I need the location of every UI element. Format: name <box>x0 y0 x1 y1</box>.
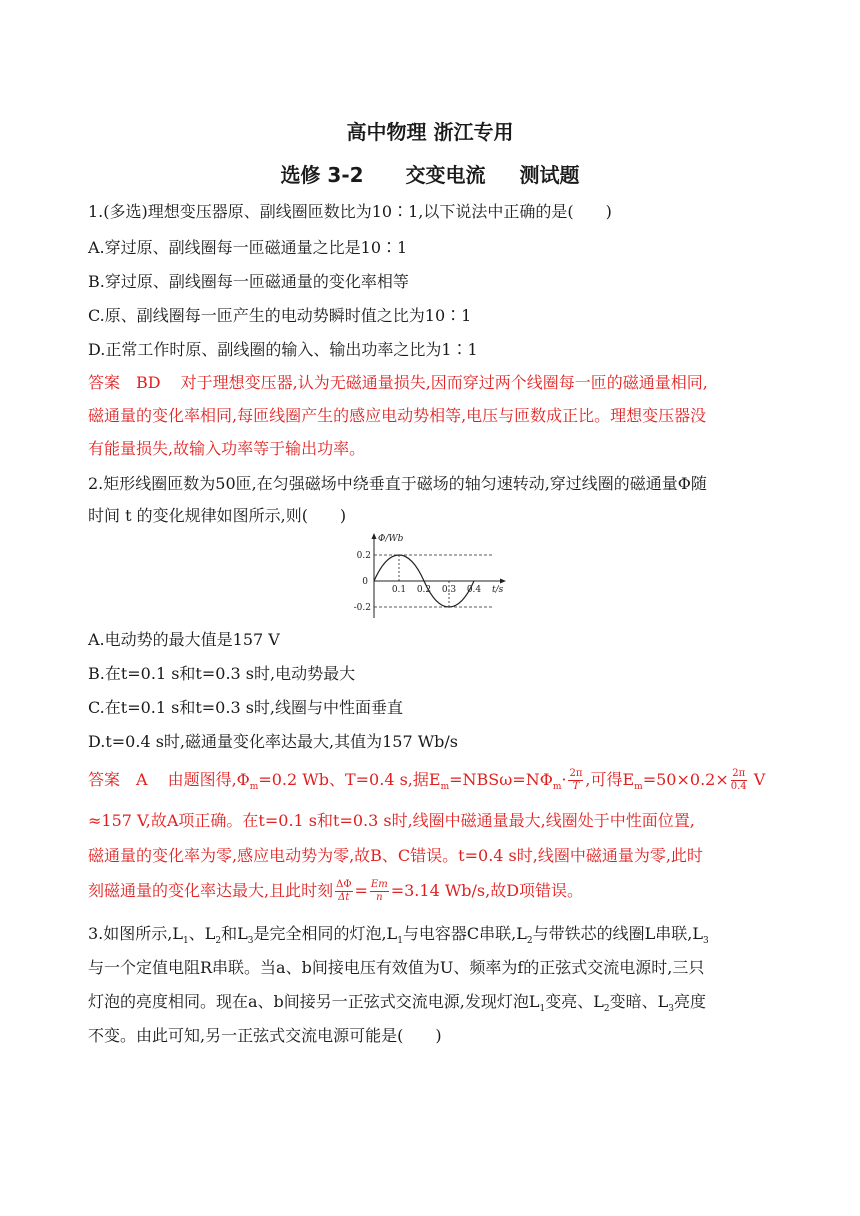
q2-sub: m <box>440 782 450 793</box>
q1-option-d: D.正常工作时原、副线圈的输入、输出功率之比为1∶1 <box>88 340 478 359</box>
q2-explanation-3: 磁通量的变化率为零,感应电动势为零,故B、C错误。t=0.4 s时,线圈中磁通量为零,此时 <box>88 846 703 865</box>
q1-answer-key: BD <box>136 373 161 392</box>
q3-text: 变亮、L <box>545 992 604 1011</box>
x-axis-label: t/s <box>492 585 504 595</box>
q1-option-b: B.穿过原、副线圈每一匝磁通量的变化率相等 <box>88 272 409 291</box>
q1-answer-line <box>88 373 708 393</box>
y-tick-max: 0.2 <box>356 551 371 561</box>
q1-explanation-2: 磁通量的变化率相同,每匝线圈产生的感应电动势相等,电压与匝数成正比。理想变压器没 <box>88 406 707 425</box>
q2-stem-2: 时间 t 的变化规律如图所示,则( ) <box>88 506 347 525</box>
q2-expl-1d: · <box>561 770 567 789</box>
x-tick-02: 0.2 <box>416 585 432 595</box>
q3-text: 3.如图所示,L <box>88 924 183 943</box>
q3-line-3 <box>88 992 706 1019</box>
q3-text: 与带铁芯的线圈L串联,L <box>532 924 703 943</box>
q3-sub: 3 <box>668 1004 674 1015</box>
q2-option-c: C.在t=0.1 s和t=0.3 s时,线圈与中性面垂直 <box>88 698 404 717</box>
q3-text: 与电容器C串联,L <box>402 924 527 943</box>
q3-sub: 1 <box>182 936 189 947</box>
q1-answer-label: 答案 <box>88 373 121 392</box>
fraction-numerator: 2π <box>732 768 746 779</box>
fraction <box>568 768 583 793</box>
q2-expl-1c: =NBSω=NΦ <box>449 770 553 789</box>
y-tick-min: -0.2 <box>353 603 371 613</box>
q3-sub: 2 <box>526 936 533 947</box>
fraction-numerator: ΔΦ <box>336 879 352 890</box>
fraction <box>335 879 352 904</box>
q3-text: 是完全相同的灯泡,L <box>253 924 398 943</box>
y-axis-arrow <box>372 533 377 539</box>
fraction <box>731 768 747 793</box>
q2-answer-key: A <box>136 770 148 789</box>
q2-explanation-4 <box>88 879 583 904</box>
q2-stem-1: 2.矩形线圈匝数为50匝,在匀强磁场中绕垂直于磁场的轴匀速转动,穿过线圈的磁通量Φ随 <box>88 474 707 493</box>
q3-sub: 2 <box>215 936 222 947</box>
q1-option-c: C.原、副线圈每一匝产生的电动势瞬时值之比为10∶1 <box>88 306 472 325</box>
q1-explanation-3: 有能量损失,故输入功率等于输出功率。 <box>88 439 366 458</box>
subtitle-topic: 交变电流 <box>405 163 486 187</box>
fraction-numerator: Em <box>370 879 388 890</box>
q2-option-d: D.t=0.4 s时,磁通量变化率达最大,其值为157 Wb/s <box>88 732 459 751</box>
q2-expl-1a: 由题图得,Φ <box>167 770 250 789</box>
q3-text: 灯泡的亮度相同。现在a、b间接另一正弦式交流电源,发现灯泡L <box>88 992 540 1011</box>
q2-expl-1b: =0.2 Wb、T=0.4 s,据E <box>258 770 441 789</box>
q3-sub: 2 <box>603 1004 610 1015</box>
x-tick-04: 0.4 <box>466 585 482 595</box>
x-tick-03: 0.3 <box>441 585 457 595</box>
q3-sub: 3 <box>247 936 254 947</box>
q3-sub: 3 <box>702 936 709 947</box>
fraction-denominator: Δt <box>338 892 350 903</box>
q3-sub: 1 <box>397 936 403 947</box>
fraction-denominator: 0.4 <box>730 781 747 792</box>
q3-line-4: 不变。由此可知,另一正弦式交流电源可能是( ) <box>88 1026 442 1045</box>
flux-time-graph <box>342 530 510 622</box>
q2-expl-4eq: = <box>354 881 368 900</box>
fraction-numerator: 2π <box>569 768 583 779</box>
q2-sub: m <box>249 782 259 793</box>
q1-stem: 1.(多选)理想变压器原、副线圈匝数比为10∶1,以下说法中正确的是( ) <box>88 202 612 221</box>
fraction-denominator: n <box>376 892 383 903</box>
q2-explanation-2: ≈157 V,故A项正确。在t=0.1 s和t=0.3 s时,线圈中磁通量最大,线圈处于中性面位置, <box>88 811 695 830</box>
subtitle-type: 测试题 <box>519 163 580 187</box>
q3-text: 亮度 <box>673 992 706 1011</box>
q2-expl-1g: V <box>748 770 766 789</box>
x-axis-arrow <box>500 579 506 584</box>
q3-text: 和L <box>221 924 248 943</box>
q2-option-b: B.在t=0.1 s和t=0.3 s时,电动势最大 <box>88 664 356 683</box>
q2-sub: m <box>552 782 562 793</box>
q3-sub: 1 <box>539 1004 546 1015</box>
q3-text: 、L <box>188 924 216 943</box>
q2-option-a: A.电动势的最大值是157 V <box>88 630 280 649</box>
subtitle-course: 选修 3-2 <box>280 163 364 187</box>
q2-expl-4b: =3.14 Wb/s,故D项错误。 <box>390 881 584 900</box>
fraction-denominator: T <box>572 781 580 792</box>
q3-line-1 <box>88 924 709 951</box>
page-title: 高中物理 浙江专用 <box>346 120 514 144</box>
x-tick-01: 0.1 <box>391 585 407 595</box>
q2-expl-1e: ,可得E <box>585 770 635 789</box>
y-axis-label: Φ/Wb <box>378 534 404 544</box>
q2-sub: m <box>634 782 643 793</box>
q3-text: 变暗、L <box>609 992 669 1011</box>
q2-expl-4a: 刻磁通量的变化率达最大,且此时刻 <box>88 881 334 900</box>
q1-option-a: A.穿过原、副线圈每一匝磁通量之比是10∶1 <box>88 238 408 257</box>
fraction <box>370 879 389 904</box>
q2-answer-line <box>88 768 765 797</box>
q1-explanation-1: 对于理想变压器,认为无磁通量损失,因而穿过两个线圈每一匝的磁通量相同, <box>180 373 708 392</box>
q2-answer-label: 答案 <box>88 770 121 789</box>
q2-expl-1f: =50×0.2× <box>642 770 729 789</box>
page-subtitle <box>0 159 860 188</box>
q3-line-2: 与一个定值电阻R串联。当a、b间接电压有效值为U、频率为f的正弦式交流电源时,三只 <box>88 958 705 977</box>
origin-label: 0 <box>362 577 368 587</box>
